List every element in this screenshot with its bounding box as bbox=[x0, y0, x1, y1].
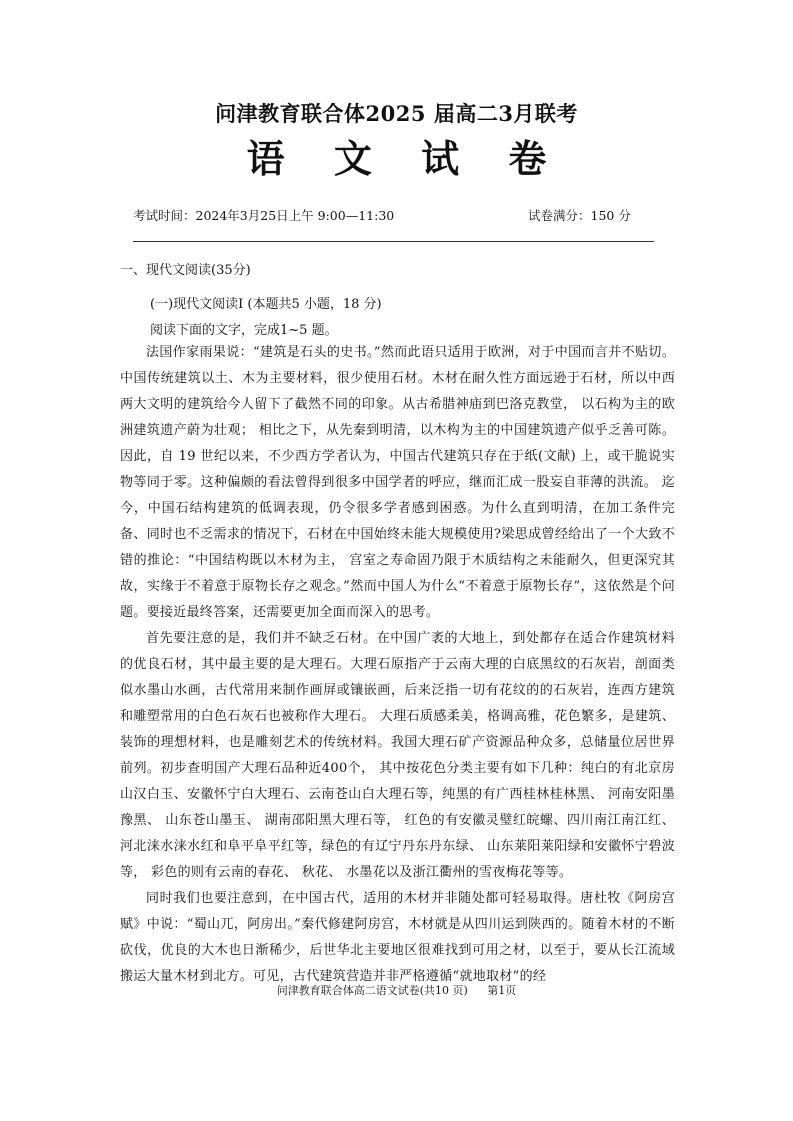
subject-title: 语 文 试 卷 bbox=[246, 136, 565, 181]
full-score: 试卷满分：150 分 bbox=[528, 208, 631, 223]
exam-time: 考试时间：2024年3月25日上午 9:00—11:30 bbox=[133, 208, 395, 223]
section-heading: 一、现代文阅读(35分) bbox=[120, 263, 251, 278]
page-number: 第1页 bbox=[487, 984, 517, 997]
passage-paragraph: 法国作家雨果说：“建筑是石头的史书。”然而此语只适用于欧洲，对于中国而言并不贴切。中国传统建筑以土、木为主要材料，很少使用石材。木材在耐久性方面远逊于石材，所以中西两大文明的建筑给今人留下了截然不同的印象。从古希腊神庙到巴洛克教堂， 以石构为主的欧洲建筑遗产蔚为壮观； 相比之下，从先秦到明清，以木构为主的中国建筑遗产似乎乏善可陈。 因此，自 19 世纪以来，不少西方学者认为，中国古代建筑只存在于纸(文献) 上，或干脆说实物等同于零。这种偏颇的看法曾得到很多中国学者的呼应，继而汇成一股妄自菲薄的洪流。 迄今，中国石结构建筑的低调表现，仍令很多学者感到困惑。为什么直到明清，在加工条件完备、同时也不乏需求的情况下，石材在中国始终未能大规模使用?梁思成曾经给出了一个大致不错的推论：“中国结构既以木材为主， 宫室之寿命固乃限于木质结构之未能耐久，但更深究其故，实缘于不着意于原物长存之观念。”然而中国人为什么“不着意于原物长存”，这依然是个问题。要接近最终答案，还需要更加全面而深入的思考。 bbox=[120, 345, 675, 620]
page-footer bbox=[0, 982, 793, 998]
reading-instruction: 阅读下面的文字，完成1~5 题。 bbox=[150, 323, 338, 338]
header-divider bbox=[133, 241, 654, 242]
passage-paragraph: 同时我们也要注意到，在中国古代，适用的木材并非随处都可轻易取得。唐杜牧《阿房宫赋》中说：“蜀山兀，阿房出。”秦代修建阿房宫，木材就是从四川运到陕西的。随着木材的不断砍伐，优良的大木也日渐稀少，后世华北主要地区很难找到可用之材，以至于，要从长江流域搬运大量木材到北方。可见，古代建筑营造并非严格遵循“就地取材”的经 bbox=[120, 891, 675, 984]
passage-paragraph: 首先要注意的是，我们并不缺乏石材。在中国广袤的大地上，到处都存在适合作建筑材料的优良石材，其中最主要的是大理石。大理石原指产于云南大理的白底黑纹的石灰岩，剖面类似水墨山水画，古代常用来制作画屏或镶嵌画，后来泛指一切有花纹的的石灰岩，连西方建筑和雕塑常用的白色石灰石也被称作大理石。 大理石质感柔美，格调高雅，花色繁多，是建筑、装饰的理想材料，也是雕刻艺术的传统材料。我国大理石矿产资源品种众多，总储量位居世界前列。初步查明国产大理石品种近400个， 其中按花色分类主要有如下几种：纯白的有北京房山汉白玉、安徽怀宁白大理石、云南苍山白大理石等，纯黑的有广西桂林桂林黑、 河南安阳墨豫黑、 山东苍山墨玉、 湖南邵阳黑大理石等， 红色的有安徽灵璧红皖螺、四川南江南江红、河北涞水涞水红和阜平阜平红等，绿色的有辽宁丹东丹东绿、 山东莱阳莱阳绿和安徽怀宁碧波等， 彩色的则有云南的春花、 秋花、 水墨花以及浙江衢州的雪夜梅花等等。 bbox=[120, 631, 675, 880]
subsection-heading: (一)现代文阅读Ⅰ (本题共5 小题，18 分) bbox=[150, 297, 382, 312]
footer-text: 问津教育联合体高二语文试卷(共10 页) bbox=[276, 984, 468, 997]
exam-title: 问津教育联合体2025 届高二3月联考 bbox=[215, 101, 578, 126]
reading-passage bbox=[120, 340, 675, 990]
